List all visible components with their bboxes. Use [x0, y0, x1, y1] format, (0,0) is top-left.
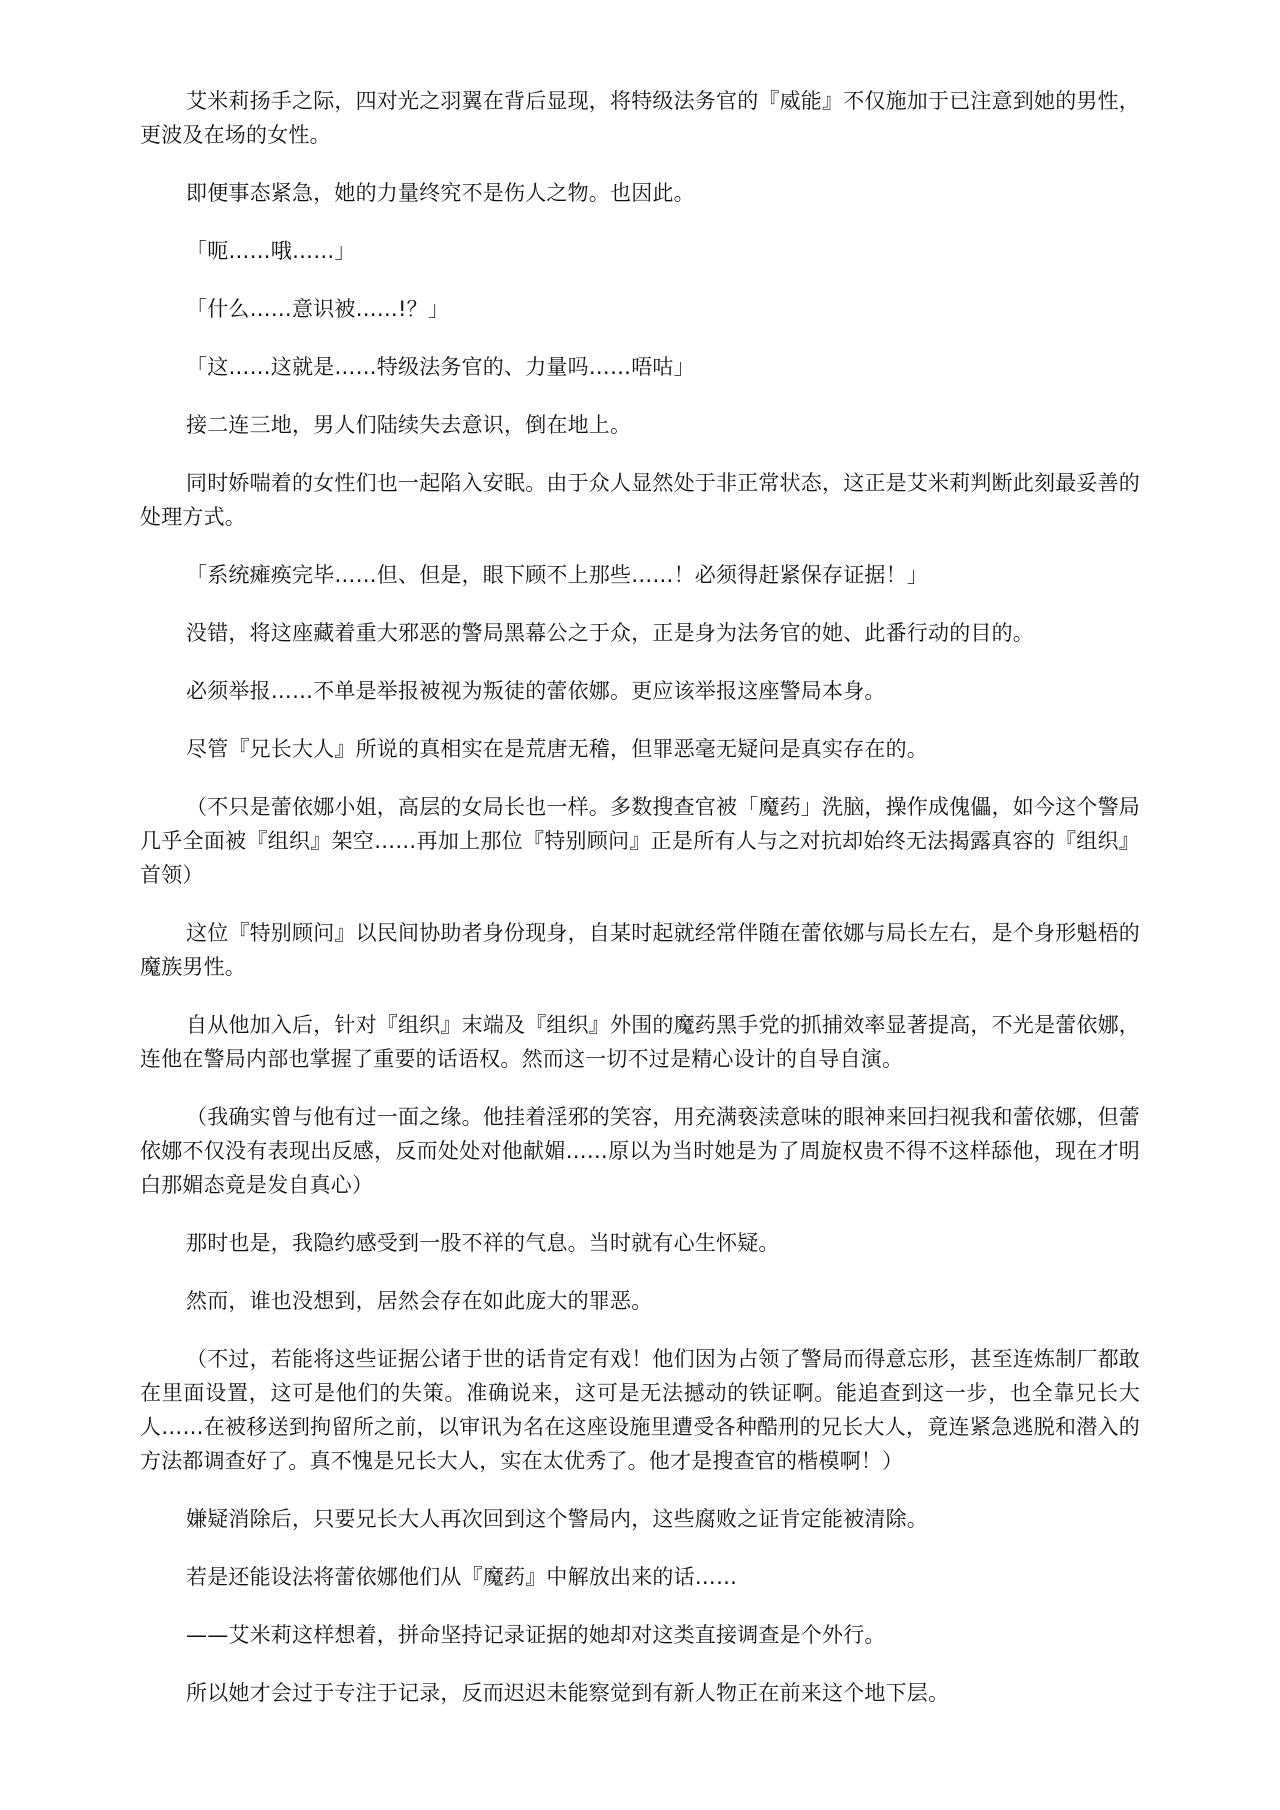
paragraph: （不只是蕾依娜小姐，高层的女局长也一样。多数搜查官被「魔药」洗脑，操作成傀儡，如今这个警局几乎全面被『组织』架空……再加上那位『特别顾问』正是所有人与之对抗却始终无法揭露真容的『组织』首领）: [140, 795, 1140, 887]
paragraph: 即便事态紧急，她的力量终究不是伤人之物。也因此。: [186, 181, 695, 205]
paragraph: 没错，将这座藏着重大邪恶的警局黑幕公之于众，正是身为法务官的她、此番行动的目的。: [186, 621, 1034, 645]
paragraph: 「呃……哦……」: [186, 239, 356, 263]
paragraph: 「系统瘫痪完毕……但、但是，眼下顾不上那些……！必须得赶紧保存证据！」: [186, 563, 928, 587]
paragraph: 所以她才会过于专注于记录，反而迟迟未能察觉到有新人物正在前来这个地下层。: [186, 1681, 950, 1705]
paragraph: 接二连三地，男人们陆续失去意识，倒在地上。: [186, 413, 632, 437]
document-body: [140, 84, 1140, 1734]
paragraph: 然而，谁也没想到，居然会存在如此庞大的罪恶。: [186, 1289, 653, 1313]
paragraph: 必须举报……不单是举报被视为叛徒的蕾依娜。更应该举报这座警局本身。: [186, 679, 886, 703]
paragraph: 「什么……意识被……!？」: [186, 297, 450, 321]
paragraph: （我确实曾与他有过一面之缘。他挂着淫邪的笑容，用充满亵渎意味的眼神来回扫视我和蕾依娜，但蕾依娜不仅没有表现出反感，反而处处对他献媚……原以为当时她是为了周旋权贵不得不这样舔他，现在才明白那媚态竟是发自真心）: [140, 1105, 1140, 1197]
paragraph: 同时娇喘着的女性们也一起陷入安眠。由于众人显然处于非正常状态，这正是艾米莉判断此刻最妥善的处理方式。: [140, 471, 1140, 529]
paragraph: 「这……这就是……特级法务官的、力量吗……唔咕」: [186, 355, 695, 379]
paragraph: 若是还能设法将蕾依娜他们从『魔药』中解放出来的话……: [186, 1565, 738, 1589]
paragraph: ——艾米莉这样想着，拼命坚持记录证据的她却对这类直接调查是个外行。: [186, 1623, 886, 1647]
paragraph: 嫌疑消除后，只要兄长大人再次回到这个警局内，这些腐败之证肯定能被清除。: [186, 1507, 928, 1531]
paragraph: 那时也是，我隐约感受到一股不祥的气息。当时就有心生怀疑。: [186, 1231, 780, 1255]
paragraph: 尽管『兄长大人』所说的真相实在是荒唐无稽，但罪恶毫无疑问是真实存在的。: [186, 737, 928, 761]
paragraph: 这位『特别顾问』以民间协助者身份现身，自某时起就经常伴随在蕾依娜与局长左右，是个身形魁梧的魔族男性。: [140, 921, 1140, 979]
paragraph: 艾米莉扬手之际，四对光之羽翼在背后显现，将特级法务官的『威能』不仅施加于已注意到她的男性，更波及在场的女性。: [140, 89, 1140, 147]
paragraph: （不过，若能将这些证据公诸于世的话肯定有戏！他们因为占领了警局而得意忘形，甚至连炼制厂都敢在里面设置，这可是他们的失策。准确说来，这可是无法撼动的铁证啊。能追查到这一步，也全靠兄长大人……在被移送到拘留所之前，以审讯为名在这座设施里遭受各种酷刑的兄长大人，竟连紧急逃脱和潜入的方法都调查好了。真不愧是兄长大人，实在太优秀了。他才是搜查官的楷模啊！）: [140, 1347, 1140, 1473]
paragraph: 自从他加入后，针对『组织』末端及『组织』外围的魔药黑手党的抓捕效率显著提高，不光是蕾依娜，连他在警局内部也掌握了重要的话语权。然而这一切不过是精心设计的自导自演。: [140, 1013, 1140, 1071]
